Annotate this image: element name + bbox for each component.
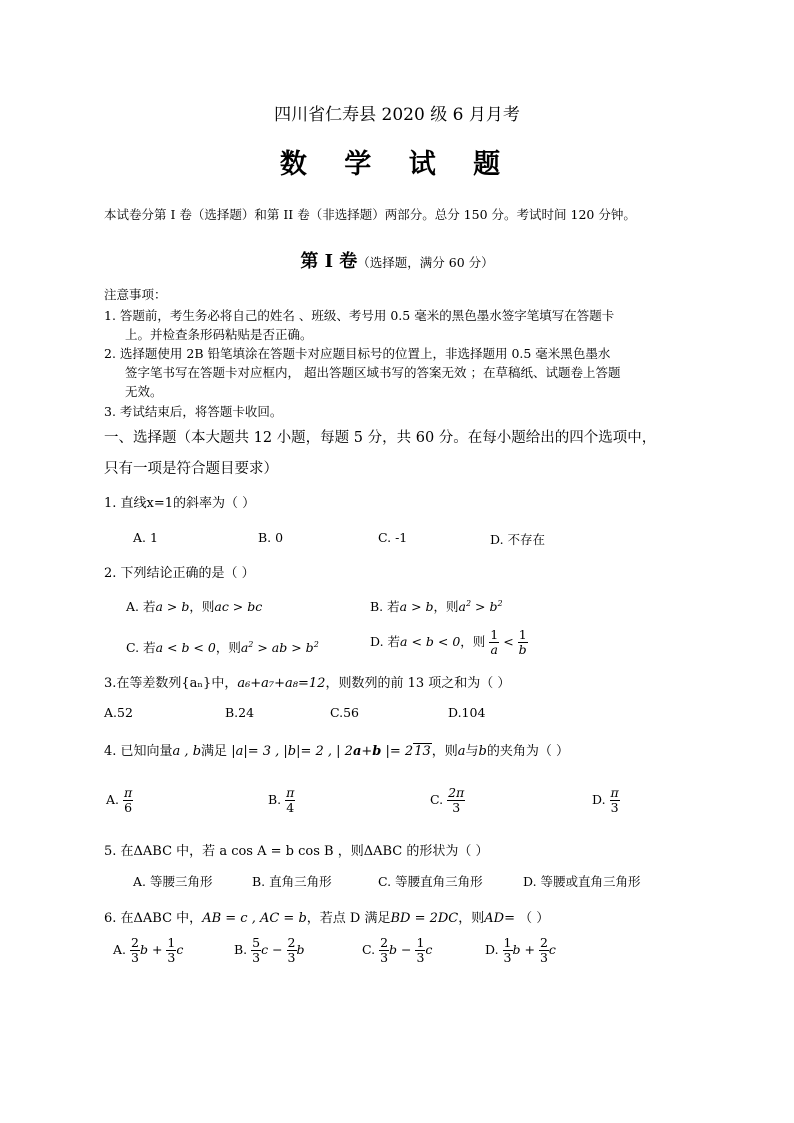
option-b-prefix: B. 若 — [370, 599, 400, 614]
notice-item-2: 2. 选择题使用 2B 铅笔填涂在答题卡对应题目标号的位置上，非选择题用 0.5 毫米黑色墨水 — [104, 346, 611, 361]
question-4-stem-e: 的夹角为（ ） — [486, 744, 570, 759]
option-a-then: ，则 — [189, 599, 215, 614]
part-note: （选择题，满分 60 分） — [357, 255, 494, 270]
pi-symbol: π — [124, 785, 133, 800]
part-label: 第 I 卷 — [300, 251, 358, 272]
option-d-condition: a < b < 0 — [400, 633, 461, 649]
option-c-prefix: C. 若 — [126, 640, 156, 655]
notice-heading: 注意事项： — [104, 287, 167, 302]
question-5-option-a: A. 等腰三角形 — [133, 874, 213, 889]
question-6-given: AB = c , AC = b — [202, 911, 307, 926]
question-4-option-a — [106, 786, 133, 815]
two-pi-over-3: $\frac{2\pi}{3}$ — [448, 785, 465, 815]
question-6-stem-c: ，则 — [458, 911, 485, 926]
question-5-option-d: D. 等腰或直角三角形 — [523, 874, 641, 889]
option-b-condition: a > b — [399, 599, 434, 614]
pi-over-4: $\frac{\pi}{4}$ — [286, 785, 295, 815]
option-b-result: $a^2 > b^2$ — [458, 598, 503, 614]
pi-over-6: $\frac{\pi}{6}$ — [124, 785, 133, 815]
exam-source-line: 四川省仁寿县 2020 级 6 月月考 — [274, 105, 520, 125]
notice-item-1: 1. 答题前，考生务必将自己的姓名 、班级、考号用 0.5 毫米的黑色墨水签字笔填写在答题卡 — [104, 308, 615, 323]
pi-over-3: $\frac{\pi}{3}$ — [610, 785, 619, 815]
option-c-label: C. — [362, 941, 376, 957]
question-1-option-a: A. 1 — [133, 530, 158, 545]
option-c-result: $a^2$ > ab > $b^2$ — [240, 639, 319, 655]
option-c-condition: a < b < 0 — [155, 640, 216, 655]
section-heading-cont: 只有一项是符合题目要求） — [104, 461, 278, 477]
option-d-then: ，则 — [460, 633, 486, 649]
option-b-then: ，则 — [433, 599, 459, 614]
part-heading — [0, 247, 794, 273]
question-4-option-b — [268, 786, 295, 815]
question-3-stem — [104, 672, 510, 691]
fraction-1-over-b: $\frac{1}{b}$ — [518, 627, 527, 657]
question-3-option-c: C.56 — [330, 705, 359, 720]
section-heading: 一、选择题（本大题共 12 小题，每题 5 分，共 60 分。在每小题给出的四个选项中， — [104, 430, 657, 446]
question-3-condition: a₆+a₇+a₈=12 — [237, 676, 326, 691]
fraction-1-over-a: $\frac{1}{a}$ — [490, 627, 499, 657]
question-6-stem-d: = （ ） — [504, 911, 550, 926]
option-a-result: ac > bc — [214, 599, 263, 614]
option-a-label: A. — [113, 941, 127, 957]
question-6-stem-a: 6. 在ΔABC 中， — [104, 911, 203, 926]
notice-item-1-cont: 上。并检查条形码粘贴是否正确。 — [125, 327, 313, 342]
question-1-option-d: D. 不存在 — [490, 532, 546, 547]
option-d-label: D. — [592, 791, 606, 807]
question-1-option-c: C. -1 — [378, 530, 408, 545]
option-a-label: A. — [106, 791, 120, 807]
question-5-option-c: C. 等腰直角三角形 — [378, 874, 483, 889]
question-4-option-c — [430, 786, 465, 815]
option-a-prefix: A. 若 — [126, 599, 156, 614]
option-c-then: ，则 — [215, 640, 241, 655]
exam-intro: 本试卷分第 I 卷（选择题）和第 II 卷（非选择题）两部分。总分 150 分。考试时间 120 分钟。 — [104, 207, 636, 222]
option-a-condition: a > b — [155, 599, 190, 614]
vector-a-b: a , b — [172, 744, 202, 759]
vector-a: a — [457, 744, 466, 759]
question-6-option-a: A. $\frac{2}{3}$ b + $\frac{1}{3}$ c — [113, 935, 184, 965]
question-6-stem-b: ，若点 D 满足 — [306, 911, 391, 926]
option-b-label: B. — [234, 941, 248, 957]
question-4-option-d — [592, 786, 620, 815]
notice-item-2-cont2: 无效。 — [125, 384, 163, 399]
question-6-option-d: D. $\frac{1}{3}$ b + $\frac{2}{3}$ c — [485, 935, 556, 965]
notice-item-2-cont: 签字笔书写在答题卡对应框内， 超出答题区域书写的答案无效 ；在草稿纸、试题卷上答题 — [125, 365, 621, 380]
question-3-option-a: A.52 — [104, 705, 133, 720]
vector-b: b — [478, 744, 487, 759]
question-2-option-b — [370, 597, 503, 615]
question-4-conditions: |a|= 3 , |b|= 2 , | 2a+b |= 213 — [231, 744, 431, 759]
question-6-condition: BD = 2DC — [390, 911, 459, 926]
question-6-option-c: C. $\frac{2}{3}$ b − $\frac{1}{3}$ c — [362, 935, 433, 965]
question-1-option-b: B. 0 — [258, 530, 284, 545]
question-4-stem — [104, 740, 569, 759]
question-3-option-d: D.104 — [448, 705, 486, 720]
page-title: 数 学 试 题 — [279, 149, 515, 180]
option-c-label: C. — [430, 791, 444, 807]
question-6-stem — [104, 907, 549, 926]
pi-symbol: π — [286, 785, 295, 800]
vector-ad: AD — [484, 911, 505, 926]
question-2-stem: 2. 下列结论正确的是（ ） — [104, 566, 255, 581]
option-d-label: D. — [485, 941, 499, 957]
question-4-stem-a: 4. 已知向量 — [104, 744, 173, 759]
question-2-option-d: D. 若a < b < 0，则 $\frac{1}{a}$ < $\frac{1}{b}$ — [370, 627, 527, 657]
question-4-stem-d: 与 — [465, 744, 479, 759]
question-4-stem-b: 满足 — [201, 744, 228, 759]
option-b-label: B. — [268, 791, 282, 807]
notice-item-3: 3. 考试结束后，将答题卡收回。 — [104, 404, 283, 419]
question-3-stem-start: 3.在等差数列{aₙ}中， — [104, 676, 238, 691]
question-6-option-b: B. $\frac{5}{3}$ c − $\frac{2}{3}$ b — [234, 935, 305, 965]
question-2-option-a — [126, 597, 262, 615]
option-d-prefix: D. 若 — [370, 633, 401, 649]
question-2-option-c — [126, 638, 319, 656]
question-4-stem-c: ，则 — [431, 744, 458, 759]
question-3-stem-end: ，则数列的前 13 项之和为（ ） — [325, 676, 511, 691]
question-3-option-b: B.24 — [225, 705, 255, 720]
question-1-stem: 1. 直线x=1的斜率为（ ） — [104, 496, 256, 511]
question-5-option-b: B. 直角三角形 — [252, 874, 332, 889]
question-5-stem: 5. 在ΔABC 中，若 a cos A = b cos B ，则ΔABC 的形状为（ ） — [104, 844, 489, 859]
pi-symbol: π — [610, 785, 619, 800]
